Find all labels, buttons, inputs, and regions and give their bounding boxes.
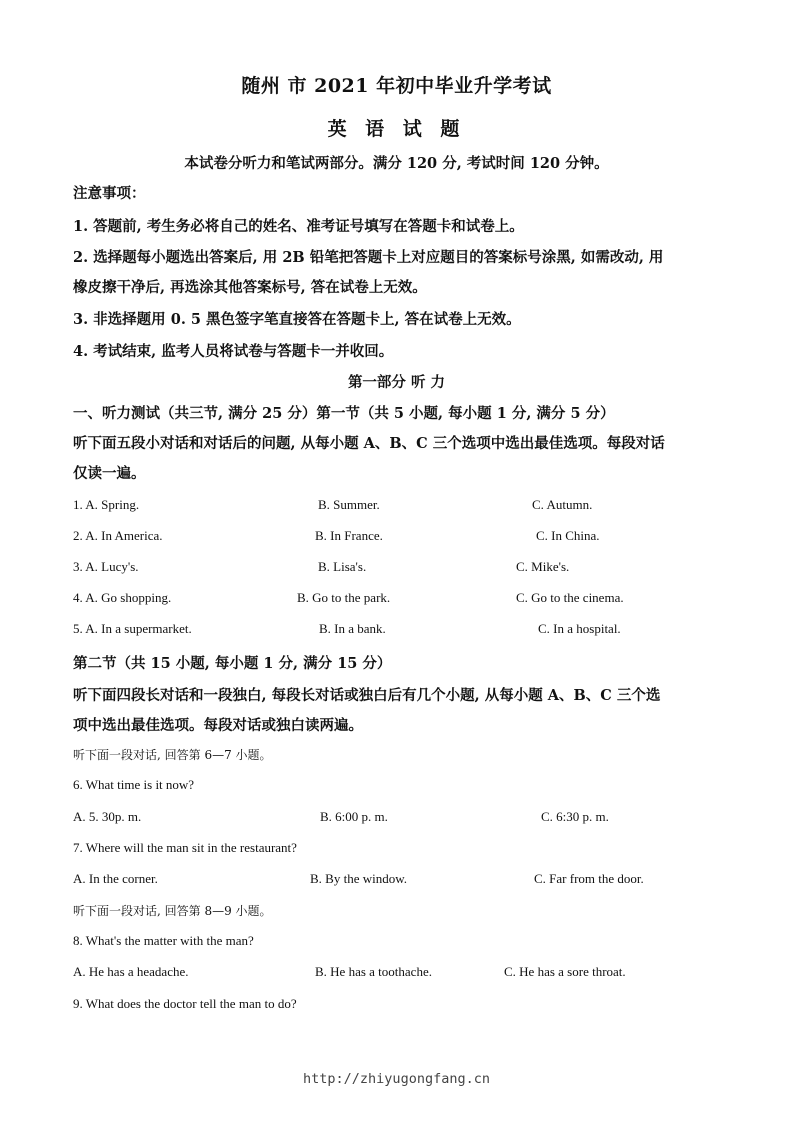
q7-option-a: A. In the corner. bbox=[73, 871, 158, 886]
q2-option-b: B. In France. bbox=[315, 528, 383, 543]
q8-option-b: B. He has a toothache. bbox=[315, 964, 432, 979]
note-item-3: 3. 非选择题用 0. 5 黑色签字笔直接答在答题卡上, 答在试卷上无效。 bbox=[73, 311, 521, 328]
q4-option-c: C. Go to the cinema. bbox=[516, 590, 624, 605]
q8-option-a: A. He has a headache. bbox=[73, 964, 189, 979]
q6-option-c: C. 6:30 p. m. bbox=[541, 809, 609, 824]
section1-instruction: 听下面五段小对话和对话后的问题, 从每小题 A、B、C 三个选项中选出最佳选项。每段对话 bbox=[73, 435, 665, 452]
notes-heading: 注意事项： bbox=[73, 185, 146, 202]
exam-title: 随州 市 2021 年初中毕业升学考试 bbox=[241, 75, 552, 97]
part1-heading: 第一部分 听 力 bbox=[347, 374, 446, 391]
note-item-2: 2. 选择题每小题选出答案后, 用 2B 铅笔把答题卡上对应题目的答案标号涂黑, 如需改动, 用 bbox=[73, 249, 664, 266]
q6-option-a: A. 5. 30p. m. bbox=[73, 809, 142, 824]
section2-instruction: 听下面四段长对话和一段独白, 每段长对话或独白后有几个小题, 从每小题 A、B、C 三个选 bbox=[73, 687, 661, 704]
dialog-6-7-instruction: 听下面一段对话, 回答第 6—7 小题。 bbox=[73, 748, 272, 762]
section1-heading: 一、听力测试（共三节, 满分 25 分）第一节（共 5 小题, 每小题 1 分, 满分 5 分） bbox=[73, 405, 615, 422]
q3-option-a: 3. A. Lucy's. bbox=[73, 559, 139, 574]
q4-option-a: 4. A. Go shopping. bbox=[73, 590, 172, 605]
footer-url[interactable]: http://zhiyugongfang.cn bbox=[303, 1071, 490, 1087]
q7-option-c: C. Far from the door. bbox=[534, 871, 644, 886]
q5-option-c: C. In a hospital. bbox=[538, 621, 621, 636]
note-item-1: 1. 答题前, 考生务必将自己的姓名、准考证号填写在答题卡和试卷上。 bbox=[73, 218, 524, 235]
q9-stem: 9. What does the doctor tell the man to do? bbox=[73, 996, 297, 1011]
q5-option-b: B. In a bank. bbox=[319, 621, 386, 636]
dialog-8-9-instruction: 听下面一段对话, 回答第 8—9 小题。 bbox=[73, 904, 272, 918]
q6-stem: 6. What time is it now? bbox=[73, 777, 195, 792]
exam-intro: 本试卷分听力和笔试两部分。满分 120 分, 考试时间 120 分钟。 bbox=[184, 155, 609, 172]
q1-option-a: 1. A. Spring. bbox=[73, 497, 140, 512]
q6-option-b: B. 6:00 p. m. bbox=[320, 809, 388, 824]
q4-option-b: B. Go to the park. bbox=[297, 590, 391, 605]
q1-option-c: C. Autumn. bbox=[532, 497, 593, 512]
section2-instruction-cont: 项中选出最佳选项。每段对话或独白读两遍。 bbox=[73, 717, 363, 734]
note-item-4: 4. 考试结束, 监考人员将试卷与答题卡一并收回。 bbox=[73, 343, 394, 360]
section2-heading: 第二节（共 15 小题, 每小题 1 分, 满分 15 分） bbox=[73, 655, 392, 672]
note-item-2-cont: 橡皮擦干净后, 再选涂其他答案标号, 答在试卷上无效。 bbox=[73, 279, 427, 296]
section1-instruction-cont: 仅读一遍。 bbox=[73, 465, 146, 482]
q2-option-a: 2. A. In America. bbox=[73, 528, 163, 543]
exam-subtitle: 英 语 试 题 bbox=[327, 118, 466, 140]
q7-stem: 7. Where will the man sit in the restaurant? bbox=[73, 840, 297, 855]
q8-stem: 8. What's the matter with the man? bbox=[73, 933, 254, 948]
q3-option-c: C. Mike's. bbox=[516, 559, 570, 574]
q1-option-b: B. Summer. bbox=[318, 497, 380, 512]
q7-option-b: B. By the window. bbox=[310, 871, 408, 886]
q5-option-a: 5. A. In a supermarket. bbox=[73, 621, 192, 636]
q3-option-b: B. Lisa's. bbox=[318, 559, 367, 574]
q2-option-c: C. In China. bbox=[536, 528, 600, 543]
q8-option-c: C. He has a sore throat. bbox=[504, 964, 626, 979]
